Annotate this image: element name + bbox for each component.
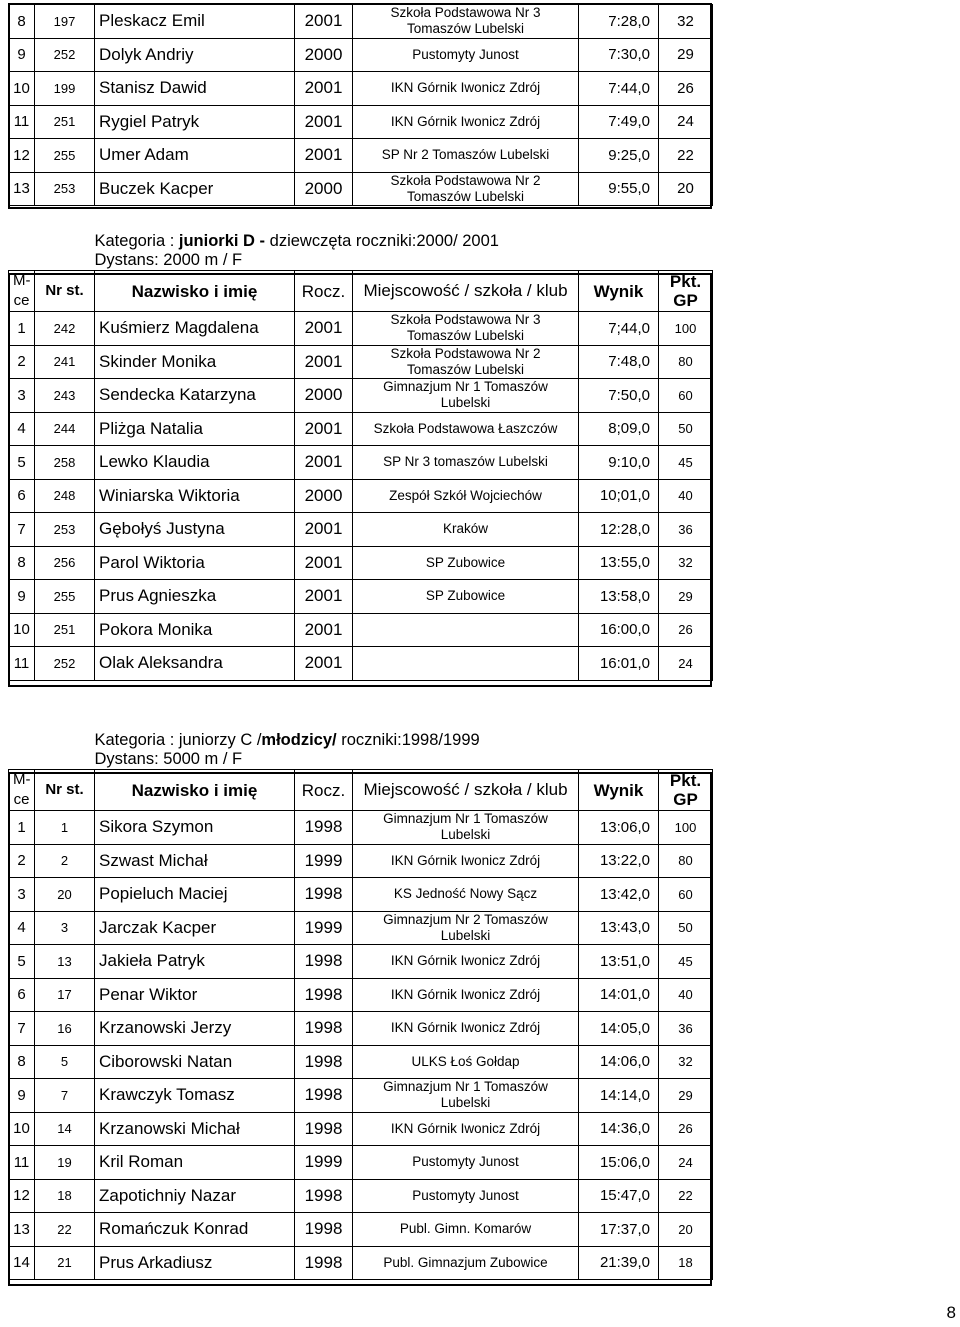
club-name [353,647,579,681]
gp-points: 40 [659,978,713,1012]
start-number: 248 [35,479,95,513]
result-time: 15:47,0 [579,1179,659,1213]
club-name: IKN Górnik Iwonicz Zdrój [353,72,579,106]
club-name: Szkoła Podstawowa Nr 3 Tomaszów Lubelski [353,5,579,39]
gp-points: 40 [659,479,713,513]
place: 7 [9,1012,35,1046]
result-time: 16:01,0 [579,647,659,681]
category-title: Kategoria : juniorki D - dziewczęta roczniki:2000/ 2001 [94,232,499,250]
result-time: 21:39,0 [579,1246,659,1280]
birth-year: 2001 [295,5,353,39]
result-time: 9:10,0 [579,446,659,480]
birth-year: 1998 [295,1179,353,1213]
table-row [9,5,713,39]
gp-points: 36 [659,513,713,547]
start-number: 252 [35,38,95,72]
club-name: Pustomyty Junost [353,1179,579,1213]
header-year: Rocz. [295,271,353,312]
table-row [9,978,713,1012]
table-row [9,811,713,845]
header-year: Rocz. [295,770,353,811]
table-row [9,1012,713,1046]
athlete-name: Prus Arkadiusz [95,1246,295,1280]
table-row [9,38,713,72]
start-number: 14 [35,1112,95,1146]
gp-points: 32 [659,1045,713,1079]
table-header-row [9,271,713,312]
birth-year: 1998 [295,1246,353,1280]
gp-points: 29 [659,1079,713,1113]
athlete-name: Kuśmierz Magdalena [95,312,295,346]
result-time: 14:01,0 [579,978,659,1012]
club-name [353,613,579,647]
start-number: 16 [35,1012,95,1046]
birth-year: 2001 [295,580,353,614]
start-number: 255 [35,139,95,173]
athlete-name: Ciborowski Natan [95,1045,295,1079]
club-name: KS Jedność Nowy Sącz [353,878,579,912]
athlete-name: Popieluch Maciej [95,878,295,912]
start-number: 258 [35,446,95,480]
result-time: 10;01,0 [579,479,659,513]
birth-year: 2001 [295,613,353,647]
table-row [9,1112,713,1146]
start-number: 7 [35,1079,95,1113]
header-place: M-ce [9,770,35,811]
gp-points: 26 [659,72,713,106]
table-row [9,945,713,979]
gp-points: 45 [659,446,713,480]
birth-year: 1999 [295,911,353,945]
athlete-name: Jarczak Kacper [95,911,295,945]
club-name: Kraków [353,513,579,547]
birth-year: 1998 [295,1112,353,1146]
place: 5 [9,446,35,480]
athlete-name: Gębołyś Justyna [95,513,295,547]
club-name: SP Zubowice [353,580,579,614]
place: 1 [9,312,35,346]
gp-points: 22 [659,1179,713,1213]
start-number: 241 [35,345,95,379]
start-number: 17 [35,978,95,1012]
athlete-name: Pokora Monika [95,613,295,647]
table-row [9,105,713,139]
athlete-name: Rygiel Patryk [95,105,295,139]
header-club: Miejscowość / szkoła / klub [353,271,579,312]
start-number: 18 [35,1179,95,1213]
table-row [9,1179,713,1213]
place: 11 [9,105,35,139]
start-number: 2 [35,844,95,878]
birth-year: 2001 [295,105,353,139]
result-time: 13:42,0 [579,878,659,912]
place: 9 [9,1079,35,1113]
start-number: 251 [35,105,95,139]
birth-year: 1998 [295,1012,353,1046]
birth-year: 2000 [295,38,353,72]
result-time: 13:51,0 [579,945,659,979]
distance-label: Dystans: 2000 m / F [94,251,243,269]
table-row [9,844,713,878]
table-row [9,1213,713,1247]
start-number: 256 [35,546,95,580]
gp-points: 36 [659,1012,713,1046]
athlete-name: Stanisz Dawid [95,72,295,106]
place: 9 [9,580,35,614]
athlete-name: Zapotichniy Nazar [95,1179,295,1213]
place: 12 [9,1179,35,1213]
athlete-name: Szwast Michał [95,844,295,878]
result-time: 14:06,0 [579,1045,659,1079]
table-row [9,1079,713,1113]
athlete-name: Krawczyk Tomasz [95,1079,295,1113]
start-number: 5 [35,1045,95,1079]
table-row [9,580,713,614]
club-name: Pustomyty Junost [353,1146,579,1180]
club-name: Publ. Gimnazjum Zubowice [353,1246,579,1280]
club-name: Szkoła Podstawowa Nr 2 Tomaszów Lubelski [353,172,579,206]
result-time: 12:28,0 [579,513,659,547]
start-number: 20 [35,878,95,912]
table-row [9,1146,713,1180]
gp-points: 26 [659,613,713,647]
header-nr: Nr st. [35,770,95,811]
athlete-name: Sendecka Katarzyna [95,379,295,413]
club-name: IKN Górnik Iwonicz Zdrój [353,945,579,979]
place: 10 [9,613,35,647]
place: 1 [9,811,35,845]
athlete-name: Kril Roman [95,1146,295,1180]
gp-points: 60 [659,878,713,912]
start-number: 253 [35,172,95,206]
club-name: ULKS Łoś Gołdap [353,1045,579,1079]
athlete-name: Skinder Monika [95,345,295,379]
start-number: 255 [35,580,95,614]
gp-points: 45 [659,945,713,979]
result-time: 7:30,0 [579,38,659,72]
results-table-juniorzy-c [8,729,713,1280]
start-number: 21 [35,1246,95,1280]
place: 10 [9,1112,35,1146]
athlete-name: Pliżga Natalia [95,412,295,446]
birth-year: 2001 [295,446,353,480]
header-place: M-ce [9,271,35,312]
table-row [9,345,713,379]
table-row [9,139,713,173]
club-name: Szkoła Podstawowa Łaszczów [353,412,579,446]
start-number: 199 [35,72,95,106]
start-number: 242 [35,312,95,346]
result-time: 9:25,0 [579,139,659,173]
start-number: 244 [35,412,95,446]
club-name: IKN Górnik Iwonicz Zdrój [353,1012,579,1046]
header-points: Pkt. GP [659,271,713,312]
result-time: 13:58,0 [579,580,659,614]
result-time: 13:06,0 [579,811,659,845]
table-row [9,446,713,480]
gp-points: 80 [659,345,713,379]
club-name: Pustomyty Junost [353,38,579,72]
club-name: Gimnazjum Nr 1 Tomaszów Lubelski [353,811,579,845]
club-name: Zespół Szkół Wojciechów [353,479,579,513]
gp-points: 32 [659,5,713,39]
result-time: 14:05,0 [579,1012,659,1046]
athlete-name: Lewko Klaudia [95,446,295,480]
athlete-name: Sikora Szymon [95,811,295,845]
birth-year: 2001 [295,412,353,446]
birth-year: 2000 [295,172,353,206]
birth-year: 2001 [295,513,353,547]
birth-year: 2001 [295,345,353,379]
result-time: 9:55,0 [579,172,659,206]
club-name: IKN Górnik Iwonicz Zdrój [353,844,579,878]
result-time: 14:36,0 [579,1112,659,1146]
result-time: 7:44,0 [579,72,659,106]
gp-points: 60 [659,379,713,413]
table-row [9,878,713,912]
result-time: 7:28,0 [579,5,659,39]
place: 14 [9,1246,35,1280]
birth-year: 2001 [295,72,353,106]
club-name: SP Nr 3 tomaszów Lubelski [353,446,579,480]
result-time: 15:06,0 [579,1146,659,1180]
gp-points: 26 [659,1112,713,1146]
club-name: IKN Górnik Iwonicz Zdrój [353,105,579,139]
place: 3 [9,878,35,912]
athlete-name: Prus Agnieszka [95,580,295,614]
header-nr: Nr st. [35,271,95,312]
results-table-top [8,4,713,206]
club-name: Gimnazjum Nr 1 Tomaszów Lubelski [353,379,579,413]
place: 11 [9,647,35,681]
result-time: 17:37,0 [579,1213,659,1247]
gp-points: 24 [659,647,713,681]
gp-points: 50 [659,412,713,446]
athlete-name: Winiarska Wiktoria [95,479,295,513]
birth-year: 1998 [295,1045,353,1079]
club-name: Gimnazjum Nr 1 Tomaszów Lubelski [353,1079,579,1113]
start-number: 19 [35,1146,95,1180]
table-row [9,1045,713,1079]
table-header-row [9,770,713,811]
table-row [9,312,713,346]
result-time: 14:14,0 [579,1079,659,1113]
athlete-name: Krzanowski Michał [95,1112,295,1146]
category-title: Kategoria : juniorzy C /młodzicy/ roczniki:1998/1999 [94,731,480,749]
birth-year: 2000 [295,479,353,513]
table-row [9,513,713,547]
result-time: 7:50,0 [579,379,659,413]
place: 6 [9,978,35,1012]
birth-year: 1998 [295,1079,353,1113]
header-club: Miejscowość / szkoła / klub [353,770,579,811]
birth-year: 2001 [295,647,353,681]
athlete-name: Parol Wiktoria [95,546,295,580]
result-time: 13:43,0 [579,911,659,945]
place: 13 [9,1213,35,1247]
gp-points: 18 [659,1246,713,1280]
gp-points: 29 [659,580,713,614]
gp-points: 20 [659,172,713,206]
athlete-name: Krzanowski Jerzy [95,1012,295,1046]
birth-year: 2001 [295,312,353,346]
result-time: 7:49,0 [579,105,659,139]
start-number: 253 [35,513,95,547]
place: 2 [9,844,35,878]
birth-year: 1999 [295,1146,353,1180]
birth-year: 1998 [295,811,353,845]
result-time: 13:22,0 [579,844,659,878]
header-name: Nazwisko i imię [95,271,295,312]
gp-points: 50 [659,911,713,945]
gp-points: 100 [659,312,713,346]
gp-points: 32 [659,546,713,580]
table-row [9,72,713,106]
club-name: Publ. Gimn. Komarów [353,1213,579,1247]
table-row [9,546,713,580]
table-row [9,379,713,413]
gp-points: 20 [659,1213,713,1247]
birth-year: 1998 [295,1213,353,1247]
club-name: Szkoła Podstawowa Nr 2 Tomaszów Lubelski [353,345,579,379]
start-number: 197 [35,5,95,39]
birth-year: 2001 [295,139,353,173]
start-number: 252 [35,647,95,681]
place: 4 [9,911,35,945]
result-time: 13:55,0 [579,546,659,580]
results-table-juniorki-d [8,230,713,681]
birth-year: 1998 [295,978,353,1012]
result-time: 7;44,0 [579,312,659,346]
place: 8 [9,5,35,39]
header-result: Wynik [579,271,659,312]
start-number: 13 [35,945,95,979]
birth-year: 2001 [295,546,353,580]
start-number: 22 [35,1213,95,1247]
place: 11 [9,1146,35,1180]
result-time: 8;09,0 [579,412,659,446]
header-result: Wynik [579,770,659,811]
place: 5 [9,945,35,979]
table-row [9,613,713,647]
gp-points: 22 [659,139,713,173]
athlete-name: Buczek Kacper [95,172,295,206]
gp-points: 24 [659,105,713,139]
header-points: Pkt. GP [659,770,713,811]
result-time: 7:48,0 [579,345,659,379]
start-number: 3 [35,911,95,945]
start-number: 243 [35,379,95,413]
birth-year: 1998 [295,945,353,979]
athlete-name: Dolyk Andriy [95,38,295,72]
page-number: 8 [946,1303,956,1322]
table-row [9,172,713,206]
table-row [9,1246,713,1280]
table-row [9,412,713,446]
place: 6 [9,479,35,513]
athlete-name: Romańczuk Konrad [95,1213,295,1247]
club-name: SP Nr 2 Tomaszów Lubelski [353,139,579,173]
place: 10 [9,72,35,106]
gp-points: 24 [659,1146,713,1180]
place: 8 [9,546,35,580]
place: 8 [9,1045,35,1079]
place: 3 [9,379,35,413]
header-name: Nazwisko i imię [95,770,295,811]
table-row [9,479,713,513]
athlete-name: Penar Wiktor [95,978,295,1012]
result-time: 16:00,0 [579,613,659,647]
club-name: SP Zubowice [353,546,579,580]
distance-label: Dystans: 5000 m / F [94,750,243,768]
athlete-name: Olak Aleksandra [95,647,295,681]
birth-year: 1998 [295,878,353,912]
athlete-name: Jakieła Patryk [95,945,295,979]
table-row [9,911,713,945]
gp-points: 29 [659,38,713,72]
club-name: IKN Górnik Iwonicz Zdrój [353,978,579,1012]
place: 2 [9,345,35,379]
table-row [9,647,713,681]
start-number: 251 [35,613,95,647]
athlete-name: Pleskacz Emil [95,5,295,39]
birth-year: 1999 [295,844,353,878]
place: 4 [9,412,35,446]
place: 7 [9,513,35,547]
birth-year: 2000 [295,379,353,413]
place: 12 [9,139,35,173]
place: 9 [9,38,35,72]
club-name: Szkoła Podstawowa Nr 3 Tomaszów Lubelski [353,312,579,346]
athlete-name: Umer Adam [95,139,295,173]
place: 13 [9,172,35,206]
gp-points: 80 [659,844,713,878]
club-name: Gimnazjum Nr 2 Tomaszów Lubelski [353,911,579,945]
gp-points: 100 [659,811,713,845]
start-number: 1 [35,811,95,845]
club-name: IKN Górnik Iwonicz Zdrój [353,1112,579,1146]
